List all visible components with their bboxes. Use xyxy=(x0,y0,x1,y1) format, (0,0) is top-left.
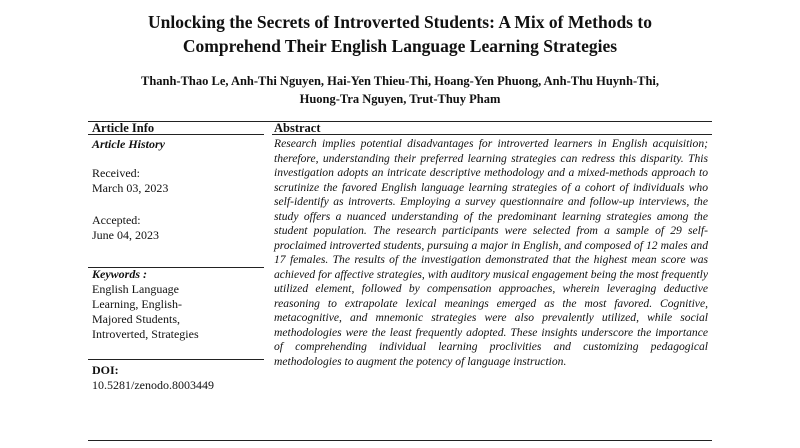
keyword-line: Learning, English- xyxy=(92,297,182,311)
accepted-date: June 04, 2023 xyxy=(92,228,159,242)
keywords-section xyxy=(92,267,264,342)
table-bottom-rule xyxy=(88,440,712,441)
keyword-line: Introverted, Strategies xyxy=(92,327,199,341)
keywords-label: Keywords : xyxy=(92,267,147,281)
article-info-heading: Article Info xyxy=(92,121,155,135)
paper-title xyxy=(0,10,800,58)
received-label: Received: xyxy=(92,166,140,180)
abstract-body xyxy=(274,137,708,369)
author-list xyxy=(0,72,800,108)
author-line: Thanh-Thao Le, Anh-Thi Nguyen, Hai-Yen Thieu-Thi, Hoang-Yen Phuong, Anh-Thu Huynh-Thi, xyxy=(140,74,659,88)
title-line: Comprehend Their English Language Learning Strategies xyxy=(182,36,618,56)
doi-section xyxy=(92,363,264,393)
doi-link[interactable]: 10.5281/zenodo.8003449 xyxy=(92,378,214,392)
abstract-heading: Abstract xyxy=(274,121,321,135)
abstract-text: Research implies potential disadvantages for introverted learners in English acquisition; therefore, understanding their preferred learning strategies can redress this disparity. This investigation adopts an intricate descriptive methodology and a mixed-methods approach to scrutinize the favored English language learning strategies of a cohort of individuals who self-identify as introverts. Employing a survey questionnaire and follow-up interviews, the study offers a nuanced understanding of the predominant learning strategies among the student population. The research participants were selected from a sample of 29 self-proclaimed introverted students, pursuing a major in English, and composed of 12 males and 17 females. The results of the investigation demonstrated that the highest mean score was achieved for affective strategies, with auditory musical engagement being the most frequently utilized element, followed by compensation approaches, wherein leveraging deductive reasoning to extrapolate lexical meanings emerged as the most favored. Cognitive, metacognitive, and mnemonic strategies were also prevalently utilized, while social methodologies were the least frequently adopted. These insights underscore the importance of comprehending individual learning proclivities and customizing pedagogical methodologies to augment the potency of language instruction. xyxy=(274,137,708,368)
table-top-rule xyxy=(88,121,712,122)
keyword-line: English Language xyxy=(92,282,179,296)
article-history-label: Article History xyxy=(92,137,165,151)
title-line: Unlocking the Secrets of Introverted Students: A Mix of Methods to xyxy=(148,12,652,32)
article-info-table xyxy=(88,121,712,441)
article-history-section xyxy=(92,137,264,243)
keyword-line: Majored Students, xyxy=(92,312,180,326)
accepted-label: Accepted: xyxy=(92,213,141,227)
received-date: March 03, 2023 xyxy=(92,181,169,195)
author-line: Huong-Tra Nguyen, Trut-Thuy Pham xyxy=(299,92,501,106)
doi-label: DOI: xyxy=(92,363,119,377)
doi-divider xyxy=(88,359,264,360)
abstract-header-rule xyxy=(272,134,712,135)
